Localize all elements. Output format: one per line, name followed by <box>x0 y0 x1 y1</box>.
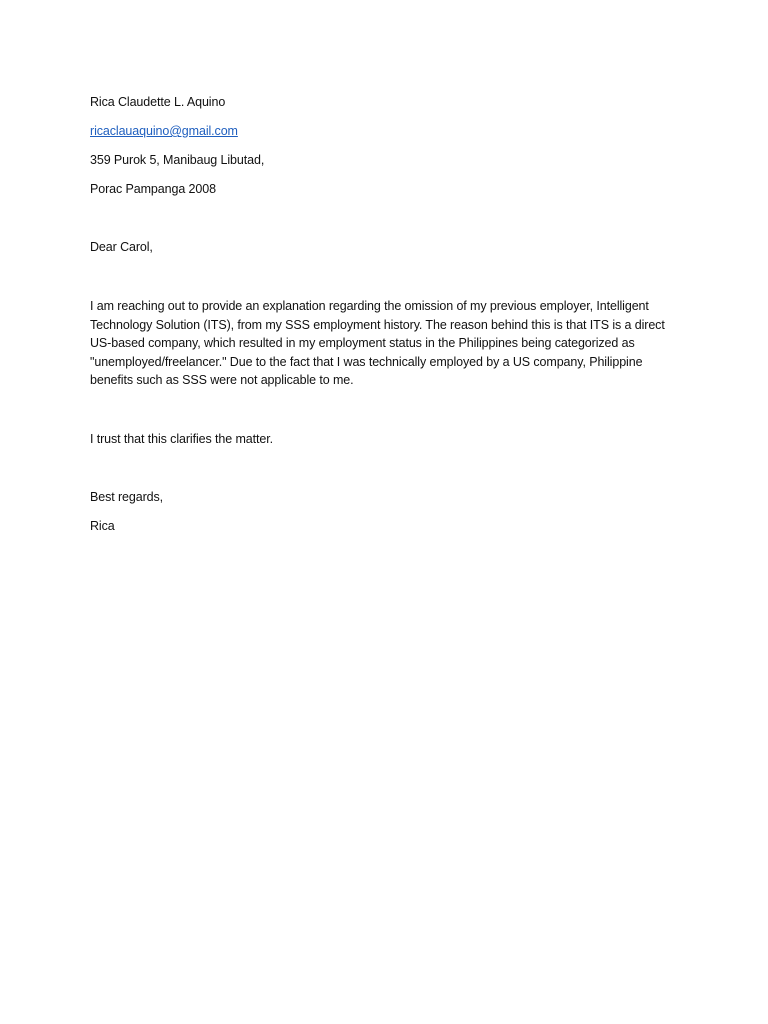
signature: Rica <box>90 519 115 533</box>
salutation: Dear Carol, <box>90 240 153 254</box>
sender-email-link[interactable]: ricaclauaquino@gmail.com <box>90 124 238 138</box>
sign-off: Best regards, <box>90 490 164 504</box>
body-line: I am reaching out to provide an explanation regarding the omission of my previous employer, Intelligent <box>90 299 649 313</box>
address-line-2: Porac Pampanga 2008 <box>90 182 216 196</box>
body-paragraph <box>90 297 690 390</box>
body-line: Technology Solution (ITS), from my SSS employment history. The reason behind this is that ITS is a direct <box>90 317 665 332</box>
sender-name: Rica Claudette L. Aquino <box>90 95 226 109</box>
body-line: US-based company, which resulted in my employment status in the Philippines being categorized as <box>90 336 635 351</box>
closing-statement: I trust that this clarifies the matter. <box>90 432 273 446</box>
body-line: benefits such as SSS were not applicable to me. <box>90 373 354 388</box>
body-line: "unemployed/freelancer." Due to the fact that I was technically employed by a US company, Philippine <box>90 354 643 369</box>
address-line-1: 359 Purok 5, Manibaug Libutad, <box>90 153 265 167</box>
